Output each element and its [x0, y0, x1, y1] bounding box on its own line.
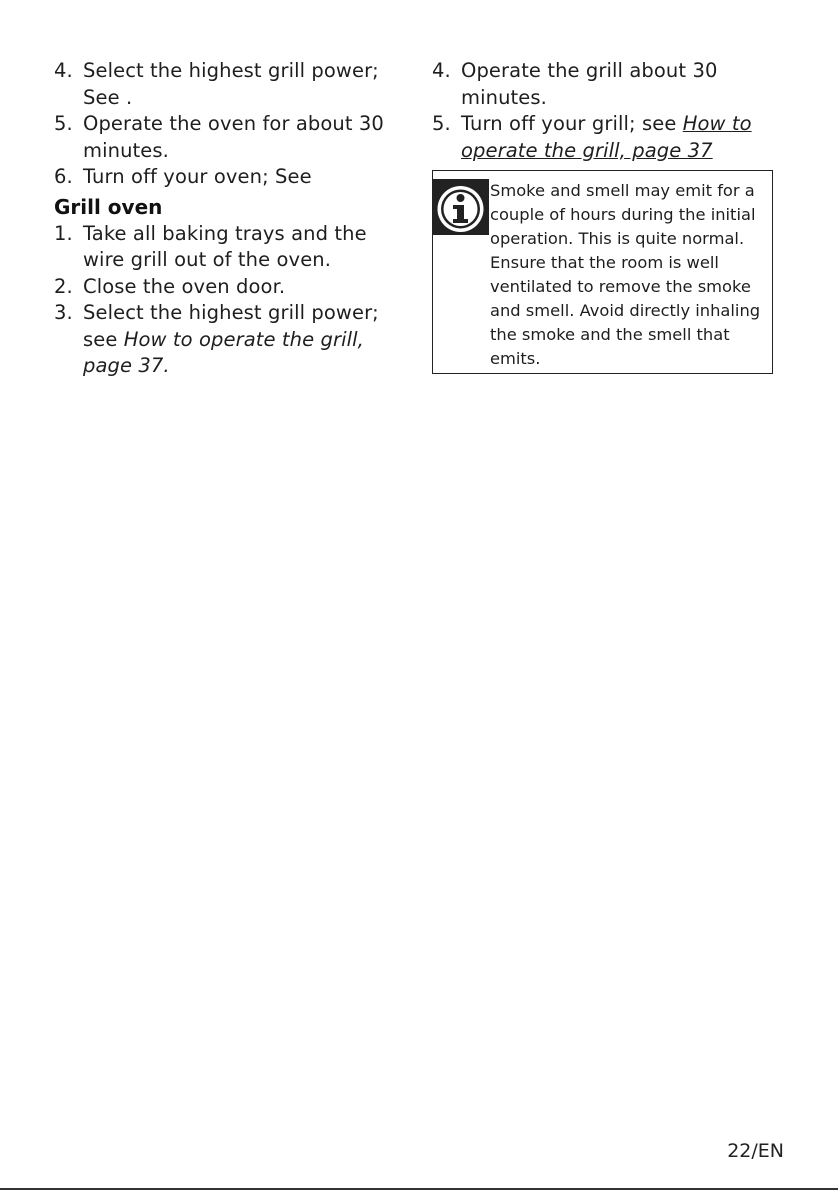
- grill-steps-list: [432, 58, 777, 164]
- info-note-box: [432, 170, 773, 374]
- list-item: 1. Take all baking trays and the wire grill out of the oven.: [54, 221, 367, 271]
- oven-steps-list: [54, 58, 394, 191]
- info-note-text: Smoke and smell may emit for a couple of hours during the initial operation. This is quite normal. Ensure that the room is well ventilated to remove the smoke and smell. Avoid directly inhaling the smoke and the smell that emits.: [490, 181, 761, 368]
- list-item: 3. Select the highest grill power; see How to operate the grill, page 37.: [54, 301, 379, 377]
- grill-oven-steps-list: [54, 221, 394, 380]
- list-item: 6. Turn off your oven; See: [54, 165, 312, 188]
- section-heading: Grill oven: [54, 194, 163, 219]
- bottom-divider: [0, 1188, 838, 1190]
- list-item: 4. Operate the grill about 30 minutes.: [432, 59, 718, 109]
- left-column: [54, 58, 394, 380]
- list-item: 4. Select the highest grill power; See .: [54, 59, 379, 109]
- info-icon: [432, 179, 489, 235]
- cross-reference-link[interactable]: How to operate the grill, page 37.: [83, 327, 364, 377]
- list-item: 5. Turn off your grill; see How to operate the grill, page 37: [432, 112, 752, 162]
- list-item: 2. Close the oven door.: [54, 274, 286, 298]
- list-item: 5. Operate the oven for about 30 minutes.: [54, 112, 384, 162]
- page-number: 22/EN: [727, 1140, 784, 1162]
- cross-reference-link[interactable]: How to operate the grill, page 37: [461, 112, 752, 162]
- right-column: [432, 58, 777, 374]
